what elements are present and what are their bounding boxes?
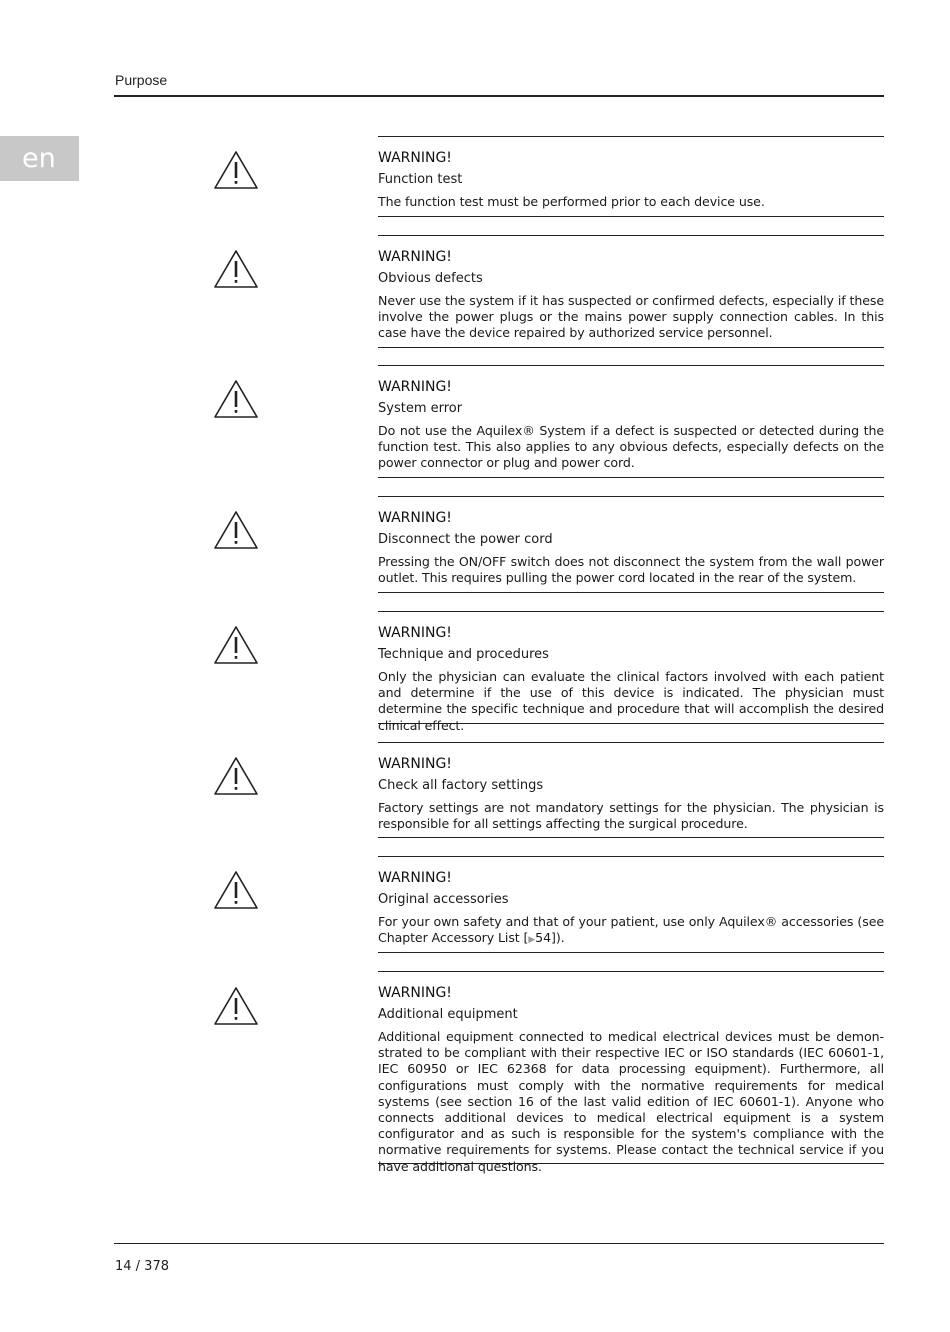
warning-subtitle: Original accessories [378,892,509,907]
warning-heading: WARNING! [378,379,452,395]
warning-body-text: For your own safety and that of your patient, use only Aquilex® accessories (see Chapter Accessory List [ [378,914,884,946]
warning-triangle-icon [213,150,259,190]
warning-subtitle: Obvious defects [378,271,483,286]
warning-triangle-icon [213,756,259,796]
warning-heading: WARNING! [378,870,452,886]
warning-heading: WARNING! [378,985,452,1001]
warning-heading: WARNING! [378,249,452,265]
warning-triangle-icon [213,510,259,550]
warning-body: Never use the system if it has suspected or confirmed defects, especially if these involve the power plugs or the mains power supply connection cables. In this case have the device repaired by authorized service personnel. [378,293,884,341]
page-number: 14 / 378 [115,1259,169,1274]
warning-body: Factory settings are not mandatory settings for the physician. The physician is responsible for all settings affecting the surgical procedure. [378,800,884,832]
warning-body [378,914,884,948]
warning-box-disconnect-power-cord [378,496,884,593]
warning-triangle-icon [213,986,259,1026]
warning-body: Pressing the ON/OFF switch does not disconnect the system from the wall power outlet. This requires pulling the power cord located in the rear of the system. [378,554,884,586]
warning-subtitle: Check all factory settings [378,778,544,793]
warning-box-factory-settings [378,742,884,838]
warning-heading: WARNING! [378,756,452,772]
warning-body: The function test must be performed prior to each device use. [378,194,765,209]
warning-triangle-icon [213,625,259,665]
warning-box-additional-equipment [378,971,884,1174]
warning-subtitle: Technique and procedures [378,647,549,662]
warning-triangle-icon [213,249,259,289]
warning-triangle-icon [213,379,259,419]
warning-box-obvious-defects [378,235,884,348]
warning-box-system-error [378,365,884,478]
warning-body: Additional equipment connected to medical electrical devices must be demonstrated to be compliant with their respective IEC or ISO standards (IEC 60601-1, IEC 60950 or IEC 62368 for data processing equipment). Furthermore, all configurations must comply with the normative requirements for medical systems (see section 16 of the last valid edition of IEC 60601-1). Anyone who connects additional devices to medical electrical equipment is a system configurator and as such is responsible for the system's compliance with the normative requirements for systems. Please contact the technical service if you have additional questions. [378,1029,884,1174]
warning-subtitle: System error [378,401,463,416]
warning-body-text: ]). [551,930,565,946]
footer-divider [114,1243,884,1244]
warning-heading: WARNING! [378,625,452,641]
warning-heading: WARNING! [378,510,452,526]
warning-subtitle: Disconnect the power cord [378,532,553,547]
header-divider [114,95,884,97]
running-header-title: Purpose [115,72,168,88]
warning-subtitle: Additional equipment [378,1007,518,1022]
warning-box-original-accessories [378,856,884,953]
warning-triangle-icon [213,870,259,910]
warning-box-technique-procedures [378,611,884,733]
language-tab: en [0,136,79,181]
cross-reference-arrow-icon: ▶ [528,935,536,946]
warning-body: Do not use the Aquilex® System if a defect is suspected or detected during the function test. This also applies to any obvious defects, especially defects on the power connector or plug and power cord. [378,423,884,471]
warning-box-function-test [378,136,884,217]
accessory-list-page-link[interactable]: 54 [535,930,551,946]
warning-subtitle: Function test [378,172,463,187]
warning-body: Only the physician can evaluate the clinical factors involved with each patient and determine if the use of this device is indicated. The physician must determine the specific technique and procedure that will accomplish the desired clinical effect. [378,669,884,733]
warning-heading: WARNING! [378,150,452,166]
